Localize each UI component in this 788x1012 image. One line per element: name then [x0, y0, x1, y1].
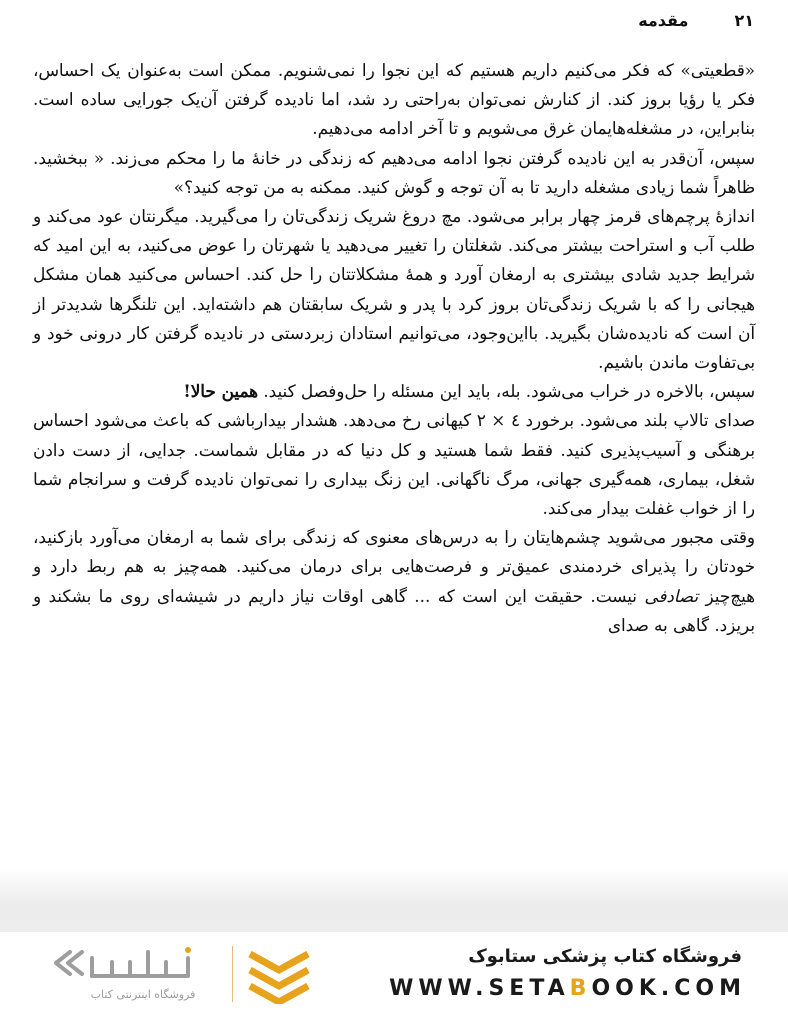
setabook-logo-icon: [48, 938, 198, 988]
chapter-title: مقدمه: [638, 10, 689, 30]
body-text: [33, 56, 755, 640]
store-name: فروشگاه کتاب پزشکی ستابوک: [468, 946, 742, 967]
store-logo: [48, 938, 318, 1008]
paragraph-4-emphasis: همین حالا!: [183, 381, 258, 402]
paragraph-4: [33, 377, 755, 406]
paragraph-6: [33, 523, 755, 640]
store-url: [389, 976, 746, 1001]
paragraph-2: سپس، آن‌قدر به این نادیده گرفتن نجوا ادامه می‌دهیم که زندگی در خانهٔ ما را محکم می‌زند. « ببخشید. ظاهراً شما زیادی مشغله دارید تا به آن توجه و گوش کنید. ممکنه به من توجه کنید؟»: [33, 147, 755, 197]
logo-divider: [232, 946, 233, 1002]
url-part-3: OOK.COM: [591, 976, 746, 1001]
url-part-2: SETA: [488, 976, 570, 1001]
paragraph-6-italic: تصادفی: [644, 585, 699, 606]
page-header: [34, 6, 754, 34]
paragraph-1: «قطعیتی» که فکر می‌کنیم داریم هستیم که این نجوا را نمی‌شنویم. ممکن است به‌عنوان یک احساس، فکر یا رؤیا بروز کند. از کنارش نمی‌توان به‌راحتی رد شد، اما نادیده گرفتن آن‌یک جورایی ساده است. بنابراین، در مشغله‌هایمان غرق می‌شویم و تا آخر ادامه می‌دهیم.: [33, 60, 755, 139]
watermark-fade: [0, 868, 788, 940]
paragraph-5: صدای تالاپ بلند می‌شود. برخورد ٤ × ٢ کیهانی رخ می‌دهد. هشدار بیدارباشی که باعث می‌شود احساس برهنگی و آسیب‌پذیری کنید. فقط شما هستید و کل دنیا که در مقابل شماست. جدایی، از دست دادن شغل، بیماری، همه‌گیری جهانی، مرگ ناگهانی. این زنگ بیداری را نمی‌توان نادیده گرفت و سرانجام شما را از خواب غفلت بیدار می‌کند.: [33, 410, 755, 519]
chevron-stack-icon: [244, 946, 314, 1004]
paragraph-3: اندازهٔ پرچم‌های قرمز چهار برابر می‌شود. مچ دروغ شریک زندگی‌تان را می‌گیرید. میگرنتان عود می‌کند و طلب آب و استراحت بیشتر می‌کند. شغلتان را تغییر می‌دهید یا شهرتان را عوض می‌کنید، به این امید که شرایط جدید شادی بیشتری به ارمغان آورد و همهٔ مشکلاتتان را حل کند. احساس می‌کنید همان مشکل هیجانی را که با شریک زندگی‌تان بروز کرد با پدر و شریک سابقتان هم داشته‌اید. این تلنگرها شدیدتر از آن است که نادیده‌شان بگیرید. بااین‌وجود، می‌توانیم استادان زبردستی در نادیده گرفتن کار درونی خود و بی‌تفاوت ماندن باشیم.: [33, 206, 755, 373]
store-footer: [0, 932, 788, 1012]
paragraph-6-text-end: نیست. حقیقت این است که ... گاهی اوقات نیاز داریم در شیشه‌ای روی ما بشکند و بریزد. گاهی به صدای: [33, 585, 755, 635]
paragraph-4-text: سپس، بالاخره در خراب می‌شود. بله، باید این مسئله را حل‌وفصل کنید.: [258, 381, 755, 402]
paragraph-6-text: وقتی مجبور می‌شوید چشم‌هایتان را به درس‌های معنوی که زندگی برای شما به ارمغان می‌آورد بازکنید، خودتان را پذیرای خردمندی عمیق‌تر و فرصت‌هایی برای درمان می‌کنید. همه‌چیز به هم ربط دارد و هیچ‌چیز: [33, 527, 755, 606]
url-part-1: WWW.: [389, 976, 489, 1001]
page-number: ۲۱: [734, 10, 754, 30]
url-part-highlight: B: [569, 976, 592, 1001]
logo-tagline: فروشگاه اینترنتی کتاب: [90, 988, 196, 1001]
